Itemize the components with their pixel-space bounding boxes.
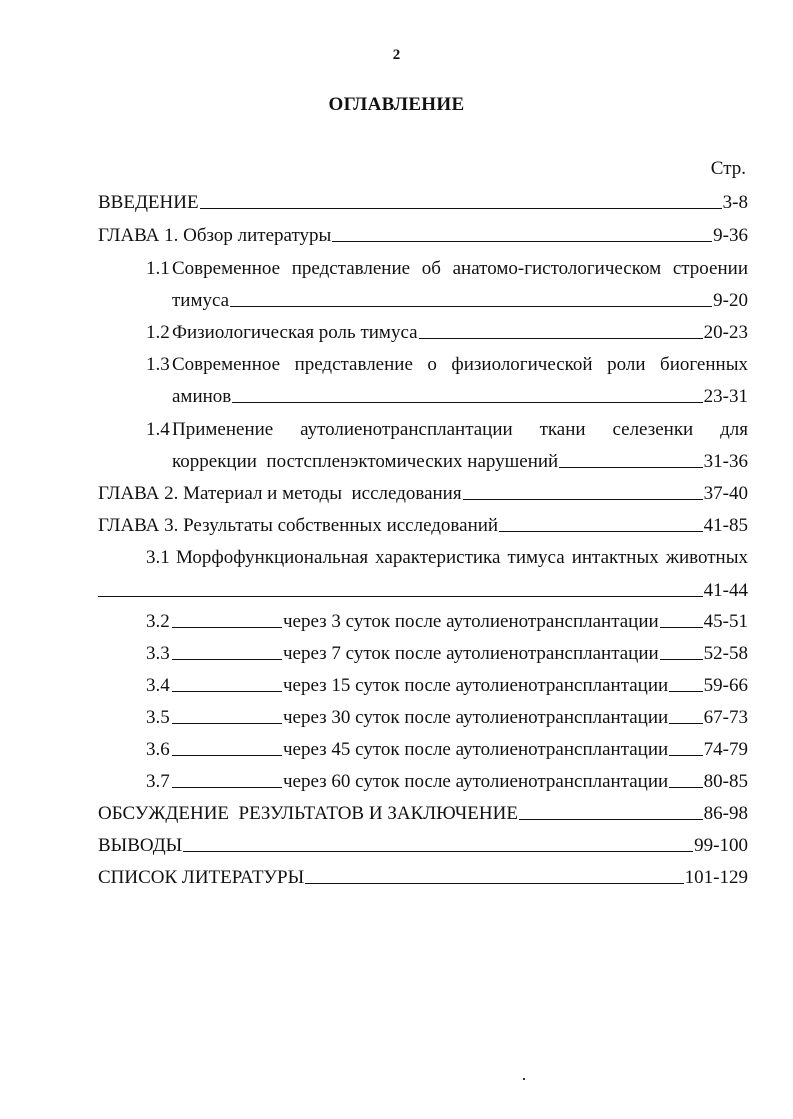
section-number: 3.5 xyxy=(146,707,170,728)
word: аутолиенотрансплантации xyxy=(300,419,513,440)
leader-line xyxy=(499,531,703,532)
leader-line xyxy=(519,819,703,820)
blank-line xyxy=(172,787,282,788)
toc-label-line2: аминов xyxy=(172,386,232,407)
blank-line xyxy=(172,691,282,692)
toc-entry-1-4-cont[interactable] xyxy=(172,447,748,473)
toc-label: через 7 суток после аутолиенотрансплантации xyxy=(283,643,659,664)
leader-line xyxy=(305,883,684,884)
leader-line xyxy=(232,402,702,403)
toc-label: ГЛАВА 2. Материал и методы исследования xyxy=(98,483,462,504)
leader-line xyxy=(559,467,702,468)
page-title: ОГЛАВЛЕНИЕ xyxy=(328,94,465,115)
word: биогенных xyxy=(660,354,748,375)
toc-label: через 60 суток после аутолиенотрансплантации xyxy=(283,771,669,792)
toc-label-line1 xyxy=(172,419,748,441)
section-number: 1.2 xyxy=(146,322,170,343)
toc-pages: 9-20 xyxy=(713,290,748,311)
toc-pages: 101-129 xyxy=(684,867,748,888)
toc-pages: 37-40 xyxy=(703,483,748,504)
leader-line xyxy=(332,241,712,242)
toc-pages: 59-66 xyxy=(703,675,748,696)
word: о xyxy=(427,354,437,375)
toc-entry-1-2[interactable] xyxy=(146,318,748,344)
section-number: 3.6 xyxy=(146,739,170,760)
page-number: 2 xyxy=(392,47,401,63)
section-number: 3.1 xyxy=(146,547,170,568)
toc-label: ГЛАВА 3. Результаты собственных исследований xyxy=(98,515,499,536)
toc-label: ВЫВОДЫ xyxy=(98,835,183,856)
toc-pages: 52-58 xyxy=(703,643,748,664)
toc-label-line2: коррекции постспленэктомических нарушений xyxy=(172,451,559,472)
toc-pages: 9-36 xyxy=(713,225,748,246)
leader-line xyxy=(230,306,712,307)
toc-entry-discussion[interactable] xyxy=(98,799,748,825)
toc-label: через 3 суток после аутолиенотрансплантации xyxy=(283,611,659,632)
word: роли xyxy=(607,354,646,375)
toc-pages: 3-8 xyxy=(722,192,748,213)
word: животных xyxy=(665,547,748,568)
leader-line xyxy=(98,596,703,597)
word: Современное xyxy=(172,258,281,279)
toc-entry-1-3-cont[interactable] xyxy=(172,382,748,408)
toc-entry-chapter-2[interactable] xyxy=(98,479,748,505)
word: селезенки xyxy=(612,419,694,440)
toc-entry-chapter-1[interactable] xyxy=(98,221,748,247)
word: Применение xyxy=(172,419,274,440)
toc-label: ВВЕДЕНИЕ xyxy=(98,192,199,213)
toc-entry-chapter-3[interactable] xyxy=(98,511,748,537)
toc-pages: 20-23 xyxy=(703,322,748,343)
toc-pages: 99-100 xyxy=(694,835,748,856)
toc-label-line1 xyxy=(172,354,748,376)
blank-line xyxy=(172,627,282,628)
leader-line xyxy=(419,338,703,339)
toc-entry-3-2[interactable] xyxy=(146,607,748,633)
section-number: 3.3 xyxy=(146,643,170,664)
toc-label: ГЛАВА 1. Обзор литературы xyxy=(98,225,332,246)
word: об xyxy=(421,258,441,279)
leader-line xyxy=(660,627,703,628)
word: представление xyxy=(294,354,413,375)
leader-line xyxy=(660,659,703,660)
leader-line xyxy=(669,691,702,692)
word: Современное xyxy=(172,354,281,375)
word: строении xyxy=(672,258,748,279)
word: анатомо-гистологическом xyxy=(452,258,662,279)
leader-line xyxy=(463,499,703,500)
toc-entry-1-1-cont[interactable] xyxy=(172,286,748,312)
toc-entry-references[interactable] xyxy=(98,863,748,889)
toc-pages: 41-44 xyxy=(703,580,748,601)
toc-pages: 31-36 xyxy=(703,451,748,472)
toc-entry-3-1[interactable] xyxy=(146,543,748,569)
toc-pages: 45-51 xyxy=(703,611,748,632)
toc-label-line2: тимуса xyxy=(172,290,230,311)
toc-entry-3-6[interactable] xyxy=(146,735,748,761)
section-number: 1.4 xyxy=(146,419,170,440)
leader-line xyxy=(669,787,702,788)
toc-label: ОБСУЖДЕНИЕ РЕЗУЛЬТАТОВ И ЗАКЛЮЧЕНИЕ xyxy=(98,803,518,824)
word: для xyxy=(720,419,748,440)
toc-pages: 80-85 xyxy=(703,771,748,792)
toc-entry-conclusions[interactable] xyxy=(98,831,748,857)
blank-line xyxy=(172,723,282,724)
toc-entry-3-3[interactable] xyxy=(146,639,748,665)
scan-speck xyxy=(523,1078,525,1080)
toc-pages: 67-73 xyxy=(703,707,748,728)
word: физиологической xyxy=(451,354,593,375)
toc-entry-3-4[interactable] xyxy=(146,671,748,697)
leader-line xyxy=(669,723,702,724)
toc-label-line1 xyxy=(176,547,748,569)
toc-entry-3-5[interactable] xyxy=(146,703,748,729)
word: характеристика xyxy=(375,547,501,568)
word: ткани xyxy=(539,419,586,440)
word: тимуса xyxy=(507,547,565,568)
toc-label-line1 xyxy=(172,258,748,280)
section-number: 3.4 xyxy=(146,675,170,696)
toc-label: Физиологическая роль тимуса xyxy=(172,322,418,343)
leader-line xyxy=(200,208,722,209)
toc-pages: 74-79 xyxy=(703,739,748,760)
word: представление xyxy=(291,258,411,279)
toc-label: через 15 суток после аутолиенотрансплантации xyxy=(283,675,669,696)
leader-line xyxy=(183,851,693,852)
blank-line xyxy=(172,659,282,660)
toc-pages: 86-98 xyxy=(703,803,748,824)
section-number: 1.3 xyxy=(146,354,170,375)
toc-label: через 30 суток после аутолиенотрансплантации xyxy=(283,707,669,728)
toc-pages: 41-85 xyxy=(703,515,748,536)
toc-label: через 45 суток после аутолиенотрансплантации xyxy=(283,739,669,760)
word: интактных xyxy=(571,547,659,568)
toc-entry-1-4[interactable] xyxy=(146,415,748,441)
toc-entry-1-3[interactable] xyxy=(146,350,748,376)
blank-line xyxy=(172,755,282,756)
toc-entry-intro[interactable] xyxy=(98,188,748,214)
section-number: 3.7 xyxy=(146,771,170,792)
word: Морфофункциональная xyxy=(176,547,369,568)
toc-label: СПИСОК ЛИТЕРАТУРЫ xyxy=(98,867,305,888)
toc-entry-1-1[interactable] xyxy=(146,254,748,280)
section-number: 3.2 xyxy=(146,611,170,632)
pages-column-header: Стр. xyxy=(710,158,746,179)
toc-pages: 23-31 xyxy=(703,386,748,407)
toc-entry-3-1-cont[interactable] xyxy=(98,576,748,602)
toc-entry-3-7[interactable] xyxy=(146,767,748,793)
section-number: 1.1 xyxy=(146,258,170,279)
leader-line xyxy=(669,755,702,756)
